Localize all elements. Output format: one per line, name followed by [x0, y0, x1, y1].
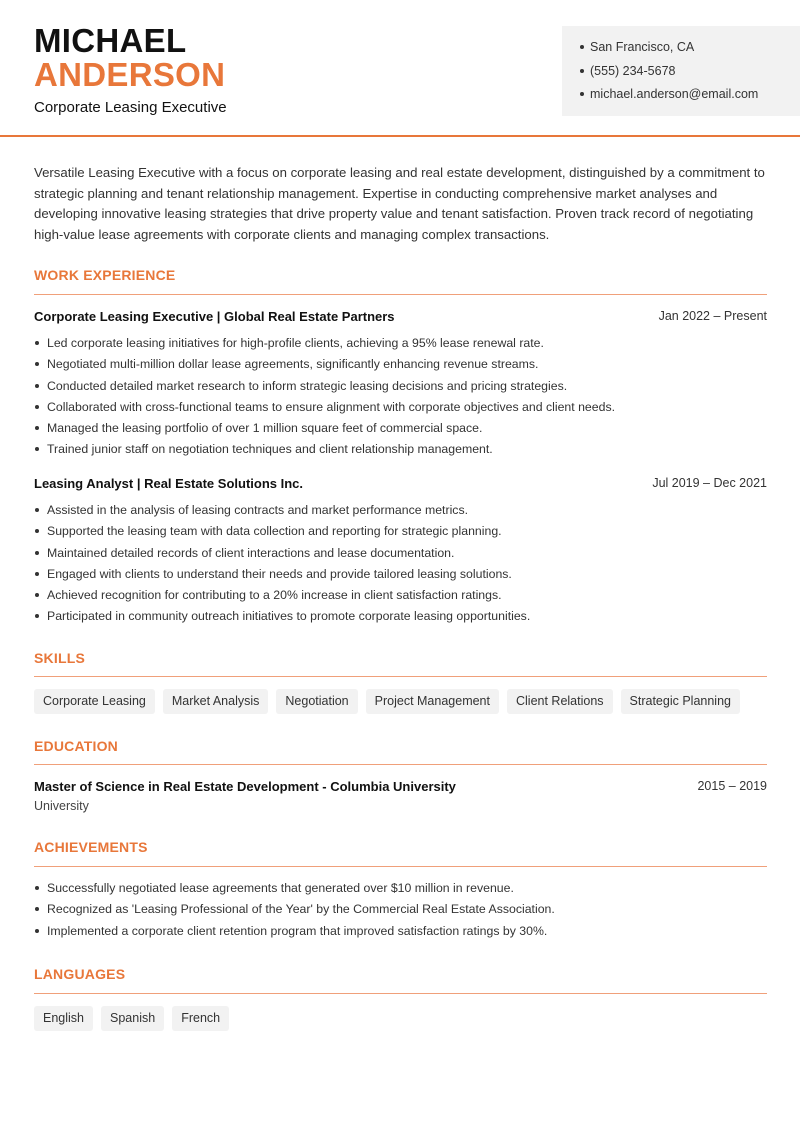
list-item: Engaged with clients to understand their needs and provide tailored leasing solutions. — [34, 566, 774, 587]
list-item: Supported the leasing team with data collection and reporting for strategic planning. — [34, 523, 774, 544]
skill-chip: Corporate Leasing — [34, 689, 155, 714]
contact-email[interactable]: michael.anderson@email.com — [580, 86, 800, 110]
work-experience-heading: WORK EXPERIENCE — [34, 267, 176, 283]
education-dates: 2015 – 2019 — [697, 779, 767, 793]
contact-location: San Francisco, CA — [580, 39, 800, 63]
section-divider — [34, 676, 767, 677]
achievements-heading: ACHIEVEMENTS — [34, 839, 148, 855]
contact-phone: (555) 234-5678 — [580, 63, 800, 87]
list-item: Negotiated multi-million dollar lease agreements, significantly enhancing revenue streams. — [34, 356, 774, 377]
list-item: Conducted detailed market research to inform strategic leasing decisions and pricing strategies. — [34, 378, 774, 399]
list-item: Trained junior staff on negotiation techniques and client relationship management. — [34, 441, 774, 462]
skill-chip: Client Relations — [507, 689, 613, 714]
job-title: Corporate Leasing Executive — [34, 99, 227, 116]
section-divider — [34, 764, 767, 765]
first-name: MICHAEL — [34, 22, 187, 59]
skill-chip: Project Management — [366, 689, 499, 714]
last-name: ANDERSON — [34, 56, 226, 93]
language-chip: French — [172, 1006, 229, 1031]
language-chip: English — [34, 1006, 93, 1031]
skill-chip: Market Analysis — [163, 689, 269, 714]
job-header — [34, 309, 767, 324]
section-divider — [34, 866, 767, 867]
job-bullets — [34, 335, 774, 463]
job-dates: Jul 2019 – Dec 2021 — [652, 476, 767, 490]
contact-box — [562, 26, 800, 116]
list-item: Achieved recognition for contributing to a 20% increase in client satisfaction ratings. — [34, 587, 774, 608]
list-item: Maintained detailed records of client interactions and lease documentation. — [34, 545, 774, 566]
job-dates: Jan 2022 – Present — [658, 309, 767, 323]
list-item: Recognized as 'Leasing Professional of the Year' by the Commercial Real Estate Association. — [34, 901, 774, 922]
summary-paragraph: Versatile Leasing Executive with a focus on corporate leasing and real estate development, distinguished by a commitment to strategic planning and tenant relationship management. Expertise in conducting comprehensive market analyses and developing innovative leasing strategies that drive property value and tenant satisfaction. Proven track record of negotiating high-value lease agreements with corporate clients and managing complex transactions. — [34, 165, 765, 243]
achievements-list — [34, 880, 774, 944]
job-role: Leasing Analyst | Real Estate Solutions Inc. — [34, 476, 304, 491]
list-item: Assisted in the analysis of leasing contracts and market performance metrics. — [34, 502, 774, 523]
list-item: Collaborated with cross-functional teams to ensure alignment with corporate objectives and client needs. — [34, 399, 774, 420]
section-divider — [34, 993, 767, 994]
languages-heading: LANGUAGES — [34, 966, 126, 982]
list-item: Successfully negotiated lease agreements that generated over $10 million in revenue. — [34, 880, 774, 901]
section-divider — [34, 294, 767, 295]
job-role: Corporate Leasing Executive | Global Real Estate Partners — [34, 309, 395, 324]
education-header — [34, 779, 767, 794]
skill-chip: Strategic Planning — [621, 689, 740, 714]
list-item: Managed the leasing portfolio of over 1 million square feet of commercial space. — [34, 420, 774, 441]
resume-header — [0, 0, 800, 137]
degree: Master of Science in Real Estate Development - Columbia University — [34, 779, 456, 794]
skills-list — [34, 689, 740, 714]
skills-heading: SKILLS — [34, 650, 85, 666]
languages-list — [34, 1006, 229, 1031]
job-bullets — [34, 502, 774, 630]
list-item: Led corporate leasing initiatives for high-profile clients, achieving a 95% lease renewal rate. — [34, 335, 774, 356]
language-chip: Spanish — [101, 1006, 164, 1031]
list-item: Implemented a corporate client retention program that improved satisfaction ratings by 30%. — [34, 923, 774, 944]
skill-chip: Negotiation — [276, 689, 357, 714]
job-header — [34, 476, 767, 491]
institution: University — [34, 799, 89, 813]
list-item: Participated in community outreach initiatives to promote corporate leasing opportunities. — [34, 608, 774, 629]
education-heading: EDUCATION — [34, 738, 118, 754]
